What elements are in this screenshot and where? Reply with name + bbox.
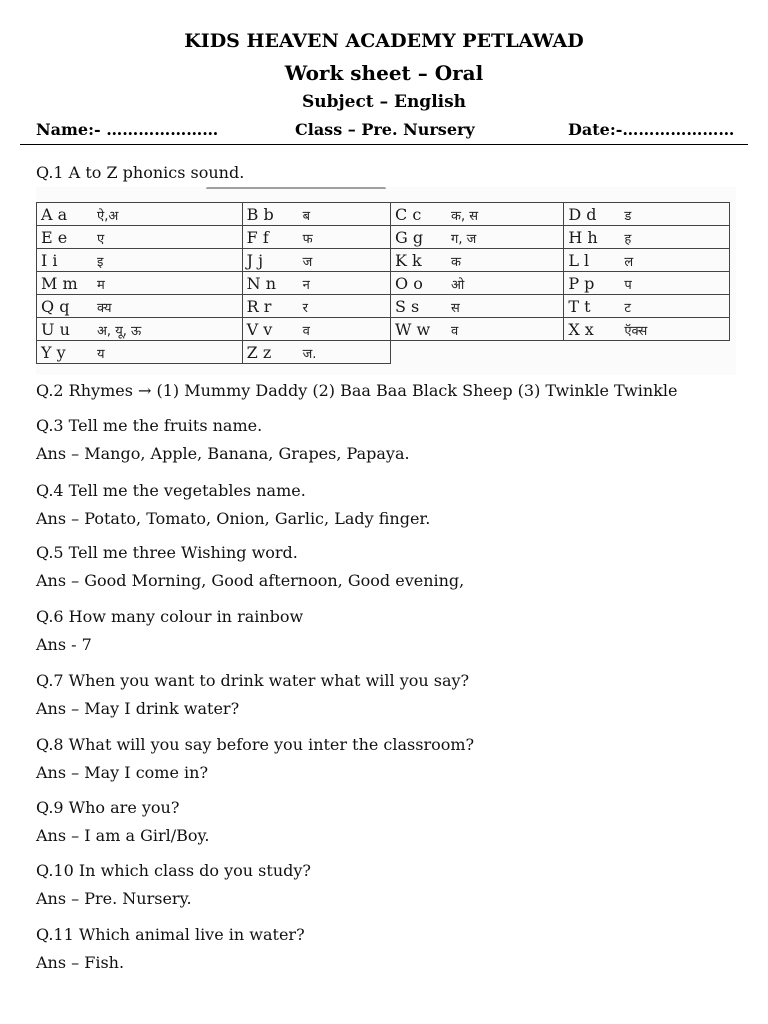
phonics-letter: S s [395, 296, 420, 316]
phonics-cell [391, 226, 564, 249]
answer-3: Ans – Mango, Apple, Banana, Grapes, Papaya. [36, 444, 410, 463]
phonics-hindi-sound: व [451, 323, 459, 339]
phonics-letter: P p [568, 273, 595, 293]
phonics-cell [242, 226, 390, 249]
phonics-letter: L l [568, 250, 590, 270]
phonics-cell [391, 272, 564, 295]
question-7: Q.7 When you want to drink water what will you say? [36, 671, 470, 690]
phonics-hindi-sound: र [302, 300, 308, 316]
phonics-row [37, 203, 730, 226]
answer-9: Ans – I am a Girl/Boy. [36, 826, 210, 845]
phonics-cell [37, 226, 243, 249]
question-8: Q.8 What will you say before you inter the classroom? [36, 735, 475, 754]
phonics-hindi-sound: ए [97, 231, 105, 247]
phonics-row [37, 249, 730, 272]
phonics-letter: K k [395, 250, 422, 270]
phonics-letter: I i [41, 250, 58, 270]
answer-11: Ans – Fish. [36, 953, 125, 972]
phonics-row [37, 226, 730, 249]
phonics-row [37, 341, 730, 364]
phonics-hindi-sound: म [97, 277, 105, 293]
phonics-hindi-sound: ऍक्स [624, 323, 648, 339]
phonics-cell [242, 341, 390, 364]
phonics-table-scan [36, 187, 736, 375]
phonics-letter: Z z [246, 342, 272, 362]
question-6: Q.6 How many colour in rainbow [36, 607, 304, 626]
phonics-letter: H h [568, 227, 598, 247]
phonics-cell-empty [564, 341, 730, 364]
phonics-hindi-sound: क, स [451, 208, 479, 224]
phonics-cell [564, 203, 730, 226]
phonics-hindi-sound: प [624, 277, 632, 293]
phonics-hindi-sound: व [302, 323, 310, 339]
phonics-cell [391, 249, 564, 272]
answer-7: Ans – May I drink water? [36, 699, 240, 718]
class-label: Class – Pre. Nursery [295, 120, 475, 139]
phonics-letter: A a [41, 204, 68, 224]
name-field: Name:- ………………… [36, 120, 219, 139]
phonics-letter: G g [395, 227, 424, 247]
phonics-cell [242, 272, 390, 295]
question-11: Q.11 Which animal live in water? [36, 925, 305, 944]
phonics-cell [242, 249, 390, 272]
answer-10: Ans – Pre. Nursery. [36, 889, 192, 908]
phonics-cell-empty [391, 341, 564, 364]
phonics-letter: V v [246, 319, 273, 339]
phonics-letter: O o [395, 273, 423, 293]
answer-5: Ans – Good Morning, Good afternoon, Good evening, [36, 571, 465, 590]
phonics-cell [564, 249, 730, 272]
phonics-hindi-sound: फ [302, 231, 313, 247]
phonics-hindi-sound: ज. [302, 346, 317, 362]
phonics-letter: B b [246, 204, 274, 224]
phonics-cell [564, 318, 730, 341]
phonics-hindi-sound: ओ [451, 277, 465, 293]
school-title: KIDS HEAVEN ACADEMY PETLAWAD [184, 30, 584, 52]
phonics-hindi-sound: ब [302, 208, 311, 224]
phonics-cell [391, 203, 564, 226]
phonics-letter: X x [568, 319, 594, 339]
phonics-letter: Y y [41, 342, 66, 362]
phonics-cell [564, 226, 730, 249]
phonics-letter: R r [246, 296, 272, 316]
phonics-hindi-sound: ड [624, 208, 632, 224]
phonics-letter: N n [246, 273, 277, 293]
question-5: Q.5 Tell me three Wishing word. [36, 543, 298, 562]
phonics-table [36, 202, 730, 364]
phonics-hindi-sound: इ [97, 254, 104, 270]
phonics-hindi-sound: ऐ,अ [97, 208, 119, 224]
header-rule [20, 144, 748, 145]
phonics-cell [37, 249, 243, 272]
phonics-letter: U u [41, 319, 70, 339]
question-9: Q.9 Who are you? [36, 798, 180, 817]
phonics-hindi-sound: ट [624, 300, 631, 316]
phonics-letter: C c [395, 204, 422, 224]
question-2: Q.2 Rhymes → (1) Mummy Daddy (2) Baa Baa Black Sheep (3) Twinkle Twinkle [36, 381, 678, 400]
date-field: Date:-………………… [568, 120, 735, 139]
phonics-row [37, 295, 730, 318]
phonics-row [37, 318, 730, 341]
phonics-cell [391, 318, 564, 341]
phonics-cell [37, 318, 243, 341]
scan-artifact [206, 187, 386, 196]
answer-4: Ans – Potato, Tomato, Onion, Garlic, Lady finger. [36, 509, 431, 528]
phonics-cell [37, 341, 243, 364]
phonics-letter: F f [246, 227, 269, 247]
phonics-hindi-sound: क्य [97, 300, 112, 316]
student-info-row [36, 120, 736, 142]
phonics-row [37, 272, 730, 295]
question-4: Q.4 Tell me the vegetables name. [36, 481, 306, 500]
phonics-cell [37, 295, 243, 318]
phonics-cell [37, 203, 243, 226]
phonics-cell [242, 203, 390, 226]
question-10: Q.10 In which class do you study? [36, 861, 311, 880]
phonics-hindi-sound: अ, यू, ऊ [97, 323, 142, 339]
phonics-hindi-sound: ज [302, 254, 313, 270]
phonics-letter: E e [41, 227, 68, 247]
phonics-cell [37, 272, 243, 295]
answer-6: Ans - 7 [36, 635, 92, 654]
phonics-cell [391, 295, 564, 318]
phonics-letter: T t [568, 296, 591, 316]
phonics-hindi-sound: य [97, 346, 105, 362]
phonics-hindi-sound: ल [624, 254, 634, 270]
answer-8: Ans – May I come in? [36, 763, 209, 782]
phonics-cell [242, 318, 390, 341]
phonics-letter: J j [246, 250, 264, 270]
phonics-cell [564, 295, 730, 318]
phonics-letter: Q q [41, 296, 70, 316]
question-3: Q.3 Tell me the fruits name. [36, 416, 263, 435]
phonics-hindi-sound: न [302, 277, 310, 293]
phonics-cell [242, 295, 390, 318]
phonics-hindi-sound: क [451, 254, 461, 270]
phonics-letter: D d [568, 204, 597, 224]
question-1: Q.1 A to Z phonics sound. [36, 163, 245, 182]
subject-line: Subject – English [301, 92, 467, 112]
phonics-hindi-sound: स [451, 300, 460, 316]
phonics-hindi-sound: ग, ज [451, 231, 477, 247]
phonics-hindi-sound: ह [624, 231, 632, 247]
phonics-letter: W w [395, 319, 431, 339]
phonics-cell [564, 272, 730, 295]
phonics-letter: M m [41, 273, 78, 293]
worksheet-title: Work sheet – Oral [284, 61, 484, 85]
